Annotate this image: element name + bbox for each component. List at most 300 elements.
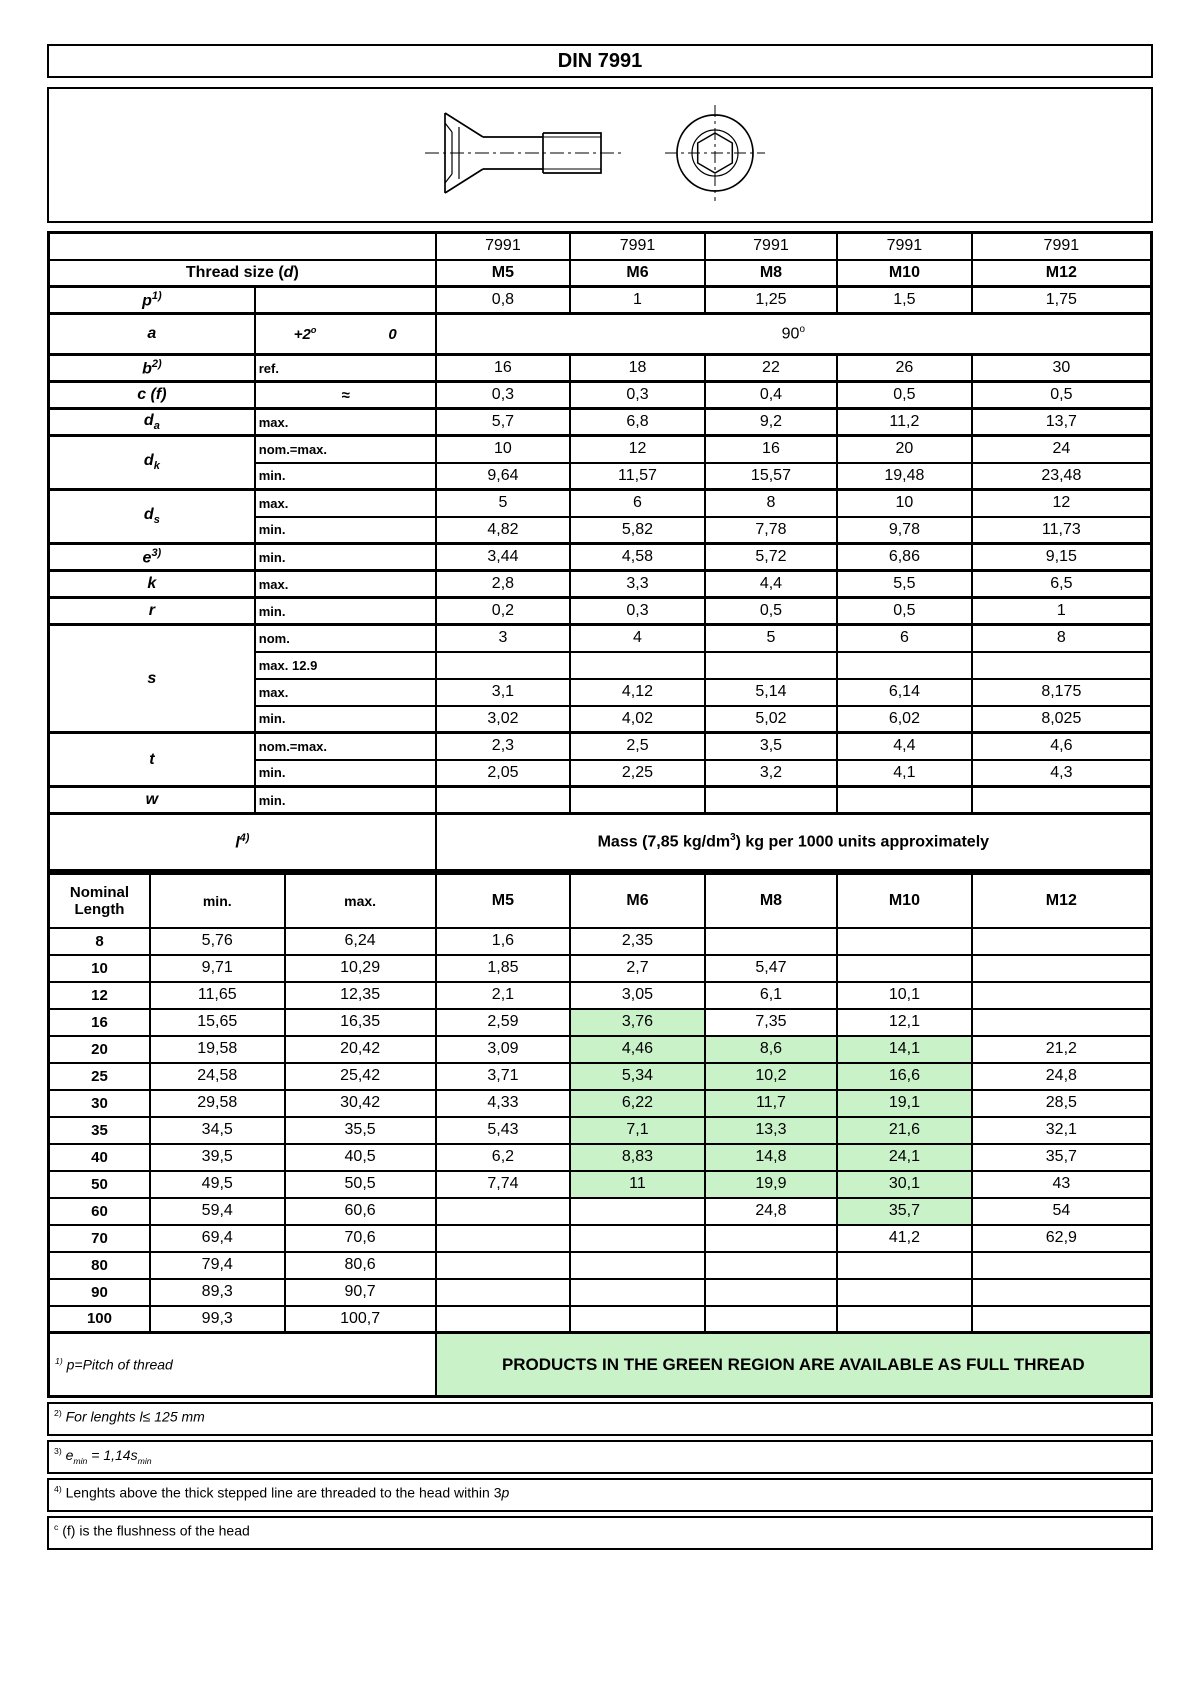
length-max-cell: 70,6 [285,1225,436,1252]
dim-value-cell: 22 [705,355,837,382]
qualifier-cell: max. [255,679,436,706]
length-min-cell: 99,3 [150,1306,285,1333]
dim-value-cell: 12 [972,490,1152,517]
dim-value-cell: 9,64 [436,463,571,490]
mass-value-cell [972,982,1152,1009]
drawing-panel [47,87,1153,223]
length-min-cell: 49,5 [150,1171,285,1198]
dim-value-cell: 3,1 [436,679,571,706]
mass-value-cell [570,1198,705,1225]
mass-table [47,872,1153,1398]
dim-value-cell: 15,57 [705,463,837,490]
dim-value-cell [436,652,571,679]
mass-value-cell: 3,09 [436,1036,571,1063]
mass-value-cell [705,928,837,955]
dim-value-cell: 0,4 [705,382,837,409]
mass-value-cell: 21,2 [972,1036,1152,1063]
dim-symbol-cell: a [49,314,255,355]
table-row [49,382,1152,409]
mass-value-cell: 8,83 [570,1144,705,1171]
dim-value-cell: 0,5 [972,382,1152,409]
dim-symbol-cell: s [49,625,255,733]
mass-value-cell: 7,1 [570,1117,705,1144]
dim-symbol-cell: c (f) [49,382,255,409]
footnote-4-italic: p [501,1484,510,1501]
dim-symbol-cell: $d_a$ [49,409,255,436]
dim-value-cell: 3,5 [705,733,837,760]
mass-value-cell: 41,2 [837,1225,972,1252]
footnote-c-text: (f) is the flushness of the head [62,1522,250,1539]
dim-value-cell: 4,58 [570,544,705,571]
dimensions-table [47,231,1153,872]
qualifier-cell: min. [255,787,436,814]
dim-value-cell: 4,1 [837,760,972,787]
footnote-c-marker: c [54,1522,59,1532]
mass-value-cell [972,955,1152,982]
length-max-cell: 100,7 [285,1306,436,1333]
mass-value-cell [570,1279,705,1306]
mass-value-cell [837,1252,972,1279]
mass-value-cell: 13,3 [705,1117,837,1144]
table-row [49,1333,1152,1397]
dim-value-cell: 0,3 [570,382,705,409]
mass-value-cell: 19,1 [837,1090,972,1117]
dim-value-cell: 8,175 [972,679,1152,706]
mass-value-cell [972,928,1152,955]
dim-value-cell: 1,75 [972,287,1152,314]
mass-value-cell: 24,8 [972,1063,1152,1090]
size-header-cell: M6 [570,874,705,928]
dimensions-table-body [49,233,1152,871]
table-row [49,1252,1152,1279]
mass-value-cell: 3,76 [570,1009,705,1036]
dim-value-cell: 2,25 [570,760,705,787]
mass-value-cell: 6,2 [436,1144,571,1171]
dim-symbol-cell: $b^{2)}$ [49,355,255,382]
length-min-cell: 34,5 [150,1117,285,1144]
length-max-cell: 80,6 [285,1252,436,1279]
dim-value-cell: 1 [972,598,1152,625]
qualifier-cell: max. [255,490,436,517]
nominal-length-cell: 35 [49,1117,150,1144]
mass-value-cell: 14,8 [705,1144,837,1171]
mass-value-cell: 28,5 [972,1090,1152,1117]
mass-value-cell: 7,35 [705,1009,837,1036]
table-row [49,733,1152,760]
length-max-cell: 12,35 [285,982,436,1009]
table-row [49,544,1152,571]
table-row [49,1279,1152,1306]
footnote-4 [47,1478,1153,1512]
mass-value-cell: 62,9 [972,1225,1152,1252]
dim-symbol-cell: k [49,571,255,598]
dim-value-cell: 18 [570,355,705,382]
table-row [49,1090,1152,1117]
dim-value-cell: 8 [972,625,1152,652]
std-number-cell: 7991 [972,233,1152,260]
dim-value-cell: 12 [570,436,705,463]
table-row [49,287,1152,314]
dim-value-cell: 5 [705,625,837,652]
mass-value-cell [705,1306,837,1333]
dim-value-cell: 7,78 [705,517,837,544]
dim-value-cell: 3,3 [570,571,705,598]
footnote-4-marker: 4) [54,1484,62,1494]
mass-value-cell [705,1252,837,1279]
dim-value-cell: 24 [972,436,1152,463]
dim-value-cell: 1 [570,287,705,314]
size-header-cell: M10 [837,874,972,928]
std-number-cell: 7991 [705,233,837,260]
length-symbol-cell: $l^{4)}$ [49,814,436,871]
mass-value-cell: 7,74 [436,1171,571,1198]
length-max-cell: 40,5 [285,1144,436,1171]
mass-value-cell: 32,1 [972,1117,1152,1144]
dim-value-cell: 6,8 [570,409,705,436]
dim-value-cell: 1,5 [837,287,972,314]
mass-value-cell: 5,43 [436,1117,571,1144]
dim-value-cell [570,787,705,814]
mass-value-cell [436,1198,571,1225]
qualifier-cell: nom.=max. [255,733,436,760]
table-row [49,598,1152,625]
dim-value-cell: 0,5 [837,382,972,409]
mass-value-cell: 21,6 [837,1117,972,1144]
mass-value-cell: 16,6 [837,1063,972,1090]
full-thread-banner: PRODUCTS IN THE GREEN REGION ARE AVAILABLE AS FULL THREAD [436,1333,1152,1397]
length-max-cell: 50,5 [285,1171,436,1198]
dim-value-cell: 30 [972,355,1152,382]
mass-value-cell: 2,59 [436,1009,571,1036]
dim-value-cell: 3,44 [436,544,571,571]
length-min-cell: 79,4 [150,1252,285,1279]
nominal-length-cell: 100 [49,1306,150,1333]
mass-value-cell: 10,2 [705,1063,837,1090]
dim-value-cell: 5 [436,490,571,517]
std-number-cell: 7991 [436,233,571,260]
mass-value-cell: 4,33 [436,1090,571,1117]
table-row [49,1009,1152,1036]
dim-value-cell: 11,57 [570,463,705,490]
table-row [49,1063,1152,1090]
mass-value-cell: 54 [972,1198,1152,1225]
mass-value-cell: 24,8 [705,1198,837,1225]
nominal-length-cell: 25 [49,1063,150,1090]
table-row [49,355,1152,382]
qualifier-cell: max. [255,571,436,598]
mass-value-cell: 5,47 [705,955,837,982]
length-min-cell: 24,58 [150,1063,285,1090]
dim-value-cell: 16 [436,355,571,382]
thread-size-cell: M6 [570,260,705,287]
length-max-cell: 20,42 [285,1036,436,1063]
qualifier-cell: min. [255,760,436,787]
dim-value-cell: 1,25 [705,287,837,314]
mass-value-cell: 11,7 [705,1090,837,1117]
dim-value-cell: 3 [436,625,571,652]
nominal-length-cell: 90 [49,1279,150,1306]
mass-value-cell: 30,1 [837,1171,972,1198]
mass-value-cell: 5,34 [570,1063,705,1090]
mass-value-cell: 1,85 [436,955,571,982]
table-row [49,233,1152,260]
dim-value-cell: 13,7 [972,409,1152,436]
footnote-1: $^{1)}$ p=Pitch of thread [49,1333,436,1397]
mass-value-cell: 24,1 [837,1144,972,1171]
dim-value-cell [972,787,1152,814]
dim-symbol-cell: w [49,787,255,814]
length-max-cell: 25,42 [285,1063,436,1090]
dim-value-cell: 5,72 [705,544,837,571]
table-row [49,571,1152,598]
length-min-cell: 39,5 [150,1144,285,1171]
mass-value-cell: 12,1 [837,1009,972,1036]
dim-value-cell: 6,5 [972,571,1152,598]
qualifier-cell: nom. [255,625,436,652]
length-max-cell: 60,6 [285,1198,436,1225]
dim-value-cell [837,787,972,814]
dim-value-cell: 4,02 [570,706,705,733]
dim-value-cell: 6 [570,490,705,517]
dim-symbol-cell: r [49,598,255,625]
dim-symbol-cell: $e^{3)}$ [49,544,255,571]
nominal-length-cell: 70 [49,1225,150,1252]
dim-value-cell: 16 [705,436,837,463]
table-row [49,1225,1152,1252]
table-row [49,436,1152,463]
mass-value-cell [570,1252,705,1279]
nominal-length-cell: 30 [49,1090,150,1117]
footnote-2-marker: 2) [54,1408,62,1418]
mass-value-cell [972,1009,1152,1036]
dim-value-cell: 0,8 [436,287,571,314]
dim-value-cell: 0,3 [570,598,705,625]
dim-value-cell [705,652,837,679]
dim-value-cell [837,652,972,679]
length-min-cell: 69,4 [150,1225,285,1252]
dim-corner-cell [49,233,436,260]
dim-value-cell: 4,3 [972,760,1152,787]
mass-value-cell [436,1225,571,1252]
mass-value-cell [972,1252,1152,1279]
size-header-cell: M12 [972,874,1152,928]
dim-value-cell: 6 [837,625,972,652]
length-min-cell: 15,65 [150,1009,285,1036]
max-header: max. [285,874,436,928]
dim-value-cell: 4,82 [436,517,571,544]
dim-value-cell: 2,5 [570,733,705,760]
length-min-cell: 29,58 [150,1090,285,1117]
nominal-length-cell: 80 [49,1252,150,1279]
qualifier-cell: min. [255,706,436,733]
length-min-cell: 19,58 [150,1036,285,1063]
dim-value-cell: 6,86 [837,544,972,571]
dim-value-cell [705,787,837,814]
dim-value-cell: 6,02 [837,706,972,733]
table-row [49,625,1152,652]
mass-value-cell [570,1306,705,1333]
dim-value-cell: 11,2 [837,409,972,436]
mass-value-cell: 8,6 [705,1036,837,1063]
table-row [49,490,1152,517]
dim-value-cell: 4 [570,625,705,652]
table-row [49,1144,1152,1171]
dim-value-cell: 3,02 [436,706,571,733]
dim-symbol-cell: $d_s$ [49,490,255,544]
dim-value-cell: 2,05 [436,760,571,787]
mass-value-cell: 14,1 [837,1036,972,1063]
mass-value-cell [705,1279,837,1306]
table-row [49,1171,1152,1198]
length-max-cell: 10,29 [285,955,436,982]
page [47,0,1153,1550]
table-row [49,1306,1152,1333]
dim-value-cell: 5,5 [837,571,972,598]
mass-value-cell: 2,7 [570,955,705,982]
mass-value-cell [837,928,972,955]
dim-value-cell: 4,6 [972,733,1152,760]
length-max-cell: 6,24 [285,928,436,955]
dim-value-cell: 2,8 [436,571,571,598]
title-box [47,44,1153,78]
mass-value-cell [705,1225,837,1252]
mass-value-cell: 43 [972,1171,1152,1198]
mass-value-cell: 10,1 [837,982,972,1009]
dim-value-cell: 26 [837,355,972,382]
footnote-3-text: $e_{min} = 1,14s_{min}$ [65,1446,152,1466]
nominal-length-cell: 10 [49,955,150,982]
table-row [49,982,1152,1009]
dim-symbol-cell: $p^{1)}$ [49,287,255,314]
dim-value-cell: 11,73 [972,517,1152,544]
nominal-length-cell: 16 [49,1009,150,1036]
qualifier-cell: min. [255,598,436,625]
qualifier-cell: ≈ [255,382,436,409]
tolerance-cell: $+2^o$ 0 [255,314,436,355]
qualifier-cell: max. 12.9 [255,652,436,679]
mass-value-cell: 6,22 [570,1090,705,1117]
mass-value-cell: 11 [570,1171,705,1198]
dim-value-cell: 0,5 [837,598,972,625]
nominal-length-cell: 20 [49,1036,150,1063]
qualifier-cell [255,287,436,314]
dim-value-cell: 9,78 [837,517,972,544]
qualifier-cell: nom.=max. [255,436,436,463]
table-row [49,260,1152,287]
nominal-length-header: Nominal Length [49,874,150,928]
mass-value-cell: 3,71 [436,1063,571,1090]
dim-value-cell: 0,5 [705,598,837,625]
page-title: DIN 7991 [557,50,643,72]
mass-value-cell [972,1279,1152,1306]
dim-value-cell: 8 [705,490,837,517]
dim-value-cell: 6,14 [837,679,972,706]
footnote-2 [47,1402,1153,1436]
dim-value-cell: 10 [436,436,571,463]
dim-value-cell: 4,4 [837,733,972,760]
qualifier-cell: max. [255,409,436,436]
table-row [49,787,1152,814]
size-header-cell: M8 [705,874,837,928]
thread-size-cell: M10 [837,260,972,287]
mass-value-cell [436,1279,571,1306]
mass-value-cell: 2,1 [436,982,571,1009]
dim-value-cell [436,787,571,814]
min-header: min. [150,874,285,928]
mass-value-cell [436,1306,571,1333]
dim-value-cell: 0,3 [436,382,571,409]
table-row [49,1036,1152,1063]
table-row [49,874,1152,928]
dim-value-cell: 4,4 [705,571,837,598]
nominal-length-cell: 8 [49,928,150,955]
table-row [49,955,1152,982]
dim-value-cell: 10 [837,490,972,517]
nominal-length-cell: 60 [49,1198,150,1225]
mass-value-cell [570,1225,705,1252]
screw-technical-drawing [385,93,815,217]
footnote-4-text: Lenghts above the thick stepped line are threaded to the head within 3 [65,1484,502,1501]
std-number-cell: 7991 [570,233,705,260]
table-row [49,1198,1152,1225]
mass-table-body [49,874,1152,1397]
table-row [49,928,1152,955]
footnote-3-marker: 3) [54,1446,62,1456]
thread-size-cell: M12 [972,260,1152,287]
qualifier-cell: min. [255,544,436,571]
nominal-length-cell: 40 [49,1144,150,1171]
thread-size-cell: M8 [705,260,837,287]
table-row [49,409,1152,436]
mass-value-cell [837,1279,972,1306]
mass-value-cell: 3,05 [570,982,705,1009]
length-max-cell: 30,42 [285,1090,436,1117]
dim-value-cell: 5,14 [705,679,837,706]
thread-size-label: Thread size (d) [49,260,436,287]
length-min-cell: 59,4 [150,1198,285,1225]
mass-header-cell: Mass (7,85 $kg/dm^3$) kg per 1000 units approximately [436,814,1152,871]
dim-symbol-cell: t [49,733,255,787]
mass-value-cell: 6,1 [705,982,837,1009]
table-row [49,314,1152,355]
dim-value-cell: 0,2 [436,598,571,625]
mass-value-cell [837,1306,972,1333]
dim-value-cell: 19,48 [837,463,972,490]
mass-value-cell: 35,7 [837,1198,972,1225]
dim-value-cell: 20 [837,436,972,463]
footnote-2-text: For lenghts l≤ 125 mm [65,1408,205,1425]
dim-value-cell: 2,3 [436,733,571,760]
length-max-cell: 35,5 [285,1117,436,1144]
dim-value-cell: 23,48 [972,463,1152,490]
mass-value-cell: 1,6 [436,928,571,955]
dim-value-cell: 5,82 [570,517,705,544]
footnote-c [47,1516,1153,1550]
nominal-length-cell: 50 [49,1171,150,1198]
dim-value-cell: 9,15 [972,544,1152,571]
mass-value-cell [837,955,972,982]
length-min-cell: 11,65 [150,982,285,1009]
dim-value-cell: 9,2 [705,409,837,436]
length-min-cell: 9,71 [150,955,285,982]
dim-symbol-cell: $d_k$ [49,436,255,490]
qualifier-cell: min. [255,517,436,544]
dim-value-cell: 5,7 [436,409,571,436]
mass-value-cell: 35,7 [972,1144,1152,1171]
length-max-cell: 90,7 [285,1279,436,1306]
mass-value-cell: 2,35 [570,928,705,955]
dim-value-cell: 4,12 [570,679,705,706]
